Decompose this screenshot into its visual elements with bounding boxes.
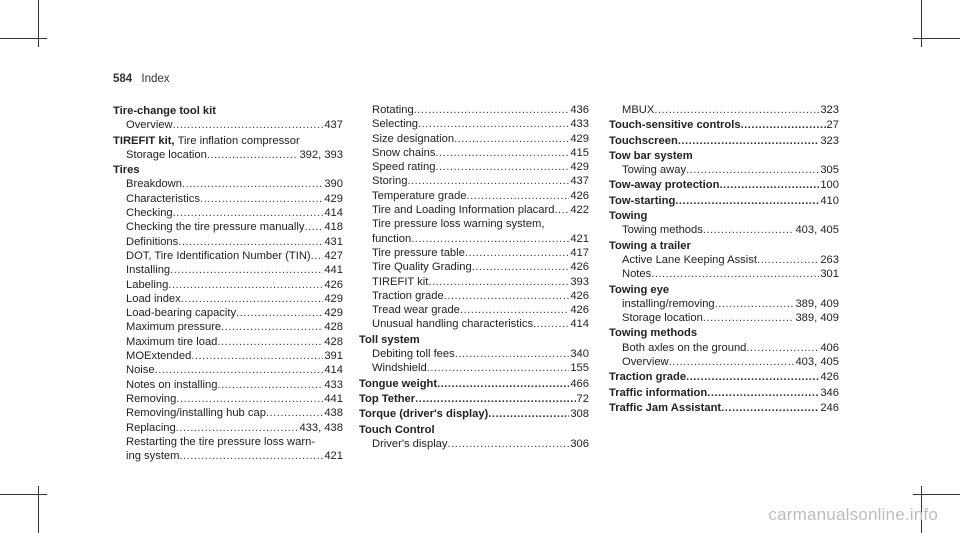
crop-mark: [0, 38, 47, 39]
index-heading-entry[interactable]: [609, 370, 839, 384]
index-heading: Towing eye: [609, 283, 670, 296]
page-reference[interactable]: 301: [820, 268, 839, 281]
entry-label: Both axles on the ground: [622, 341, 747, 354]
entry-label: Checking: [126, 207, 173, 220]
page-reference[interactable]: 393: [570, 275, 589, 288]
index-subentry[interactable]: [113, 449, 343, 463]
page-reference[interactable]: 323: [820, 104, 839, 116]
leader-dots: [465, 246, 569, 260]
index-subentry[interactable]: [609, 253, 839, 267]
leader-dots: [191, 349, 323, 363]
leader-dots: [170, 263, 323, 277]
index-heading: Touch Control: [359, 423, 435, 436]
index-entry-continued: Tire pressure loss warning system,: [372, 218, 545, 231]
index-heading: Tow bar system: [609, 149, 693, 162]
leader-dots: [168, 278, 323, 292]
entry-label: Removing/installing hub cap: [126, 407, 266, 420]
page-reference[interactable]: 305: [820, 164, 839, 177]
leader-dots: [173, 118, 324, 132]
page-reference[interactable]: 306: [570, 437, 589, 450]
leader-dots: [155, 363, 324, 377]
leader-dots: [179, 449, 323, 463]
entry-label: Selecting: [372, 118, 419, 131]
page-reference[interactable]: 429: [324, 292, 343, 305]
leader-dots: [176, 392, 323, 406]
entry-label: Maximum tire load: [126, 335, 218, 348]
index-subentry[interactable]: [113, 378, 343, 392]
entry-label: installing/removing: [622, 297, 715, 310]
leader-dots: [651, 267, 819, 281]
entry-label: DOT, Tire Identification Number (TIN): [126, 249, 311, 262]
index-heading: Towing a trailer: [609, 239, 691, 252]
leader-dots: [415, 392, 575, 406]
page-reference[interactable]: 421: [570, 232, 589, 245]
index-entry-continued: Restarting the tire pressure loss warn-: [126, 435, 316, 448]
leader-dots: [437, 377, 569, 391]
page-reference[interactable]: 429: [324, 192, 343, 205]
index-subentry[interactable]: [113, 235, 343, 249]
leader-dots: [675, 194, 819, 208]
index-heading-entry[interactable]: [359, 392, 589, 406]
leader-dots: [173, 206, 324, 220]
index-heading-entry[interactable]: [609, 178, 839, 192]
index-subentry[interactable]: [609, 311, 839, 325]
index-heading-entry[interactable]: [609, 386, 839, 400]
entry-label: Notes: [622, 268, 652, 281]
page-reference[interactable]: 246: [820, 401, 839, 414]
index-subentry[interactable]: [359, 437, 589, 451]
leader-dots: [472, 260, 570, 274]
page-reference[interactable]: 426: [820, 371, 839, 384]
index-subentry[interactable]: [359, 232, 589, 246]
entry-label: Load-bearing capacity: [126, 307, 237, 320]
entry-label: Top Tether: [359, 392, 416, 405]
leader-dots: [414, 103, 570, 117]
entry-label: Definitions: [126, 235, 179, 248]
page-reference[interactable]: 417: [570, 246, 589, 259]
entry-label: Overview: [622, 356, 669, 369]
entry-label: Touch-sensitive controls: [609, 119, 741, 132]
index-subentry[interactable]: [113, 292, 343, 306]
entry-label: Storage location: [126, 148, 207, 161]
page-reference[interactable]: 426: [570, 289, 589, 302]
entry-label: Tread wear grade: [372, 304, 460, 317]
leader-dots: [411, 232, 569, 246]
entry-label: Checking the tire pressure manually: [126, 221, 305, 234]
index-subentry[interactable]: [359, 260, 589, 274]
leader-dots: [418, 117, 569, 131]
index-subentry[interactable]: [609, 297, 839, 311]
leader-dots: [455, 347, 570, 361]
index-subentry[interactable]: [359, 160, 589, 174]
page-reference[interactable]: 414: [324, 364, 343, 377]
entry-label: Rotating: [372, 104, 414, 116]
leader-dots: [304, 220, 323, 234]
index-subentry[interactable]: [359, 303, 589, 317]
index-subentry[interactable]: [113, 421, 343, 435]
entry-label: Overview: [126, 119, 173, 132]
index-heading: Tire-change tool kit: [113, 105, 216, 117]
entry-label: Tire pressure table: [372, 246, 465, 259]
leader-dots: [448, 437, 570, 451]
page-reference[interactable]: 415: [570, 146, 589, 159]
page-reference[interactable]: 72: [576, 392, 589, 405]
leader-dots: [217, 335, 323, 349]
page-reference[interactable]: 346: [820, 386, 839, 399]
leader-dots: [741, 118, 826, 132]
entry-label: Speed rating: [372, 161, 436, 174]
page-reference[interactable]: 427: [324, 249, 343, 262]
index-subentry[interactable]: [113, 335, 343, 349]
entry-label: Tire Quality Grading: [372, 261, 472, 274]
page-reference[interactable]: 433, 438: [299, 421, 343, 434]
page-header: [113, 73, 170, 85]
index-subentry[interactable]: [113, 118, 343, 132]
entry-label: Debiting toll fees: [372, 348, 455, 361]
page-reference[interactable]: 421: [324, 450, 343, 463]
index-subentry[interactable]: [359, 246, 589, 260]
page-reference[interactable]: 428: [324, 321, 343, 334]
page-reference[interactable]: 438: [324, 407, 343, 420]
page-reference[interactable]: 403, 405: [795, 356, 839, 369]
page-reference[interactable]: 263: [820, 253, 839, 266]
index-heading-reference: Tire inflation compressor: [177, 134, 300, 147]
index-heading-entry[interactable]: [359, 407, 589, 421]
leader-dots: [221, 320, 323, 334]
leader-dots: [182, 177, 323, 191]
page-reference[interactable]: 441: [324, 264, 343, 277]
index-subentry[interactable]: [113, 192, 343, 206]
page-reference[interactable]: 390: [324, 178, 343, 191]
entry-label: Storage location: [622, 312, 703, 325]
entry-label: Traction grade: [372, 289, 444, 302]
leader-dots: [686, 370, 819, 384]
index-subentry[interactable]: [609, 163, 839, 177]
entry-label: Tow-starting: [609, 194, 676, 207]
entry-label: Active Lane Keeping Assist: [622, 253, 757, 266]
page-reference[interactable]: 437: [324, 119, 343, 132]
entry-label: Tongue weight: [359, 377, 438, 390]
leader-dots: [266, 406, 323, 420]
page-reference[interactable]: 323: [820, 134, 839, 147]
page-reference[interactable]: 406: [820, 341, 839, 354]
leader-dots: [178, 235, 323, 249]
index-subentry[interactable]: [359, 361, 589, 375]
index-subentry[interactable]: [609, 341, 839, 355]
leader-dots: [669, 355, 795, 369]
entry-label: Size designation: [372, 132, 455, 145]
leader-dots: [554, 203, 569, 217]
entry-label: Labeling: [126, 278, 169, 291]
index-heading-entry[interactable]: [609, 194, 839, 208]
index-subentry[interactable]: [609, 355, 839, 369]
index-subentry[interactable]: [113, 177, 343, 191]
index-heading: [113, 134, 343, 148]
entry-label: Traffic Jam Assistant: [609, 401, 722, 414]
leader-dots: [454, 132, 569, 146]
leader-dots: [678, 134, 820, 148]
page-section-title: Index: [141, 73, 170, 85]
page-reference[interactable]: 100: [820, 179, 839, 192]
page-reference[interactable]: 391: [324, 350, 343, 363]
index-subentry[interactable]: [113, 320, 343, 334]
page-reference[interactable]: 437: [570, 175, 589, 188]
leader-dots: [719, 178, 819, 192]
index-subentry[interactable]: [609, 267, 839, 281]
leader-dots: [721, 401, 819, 415]
entry-label: Breakdown: [126, 178, 182, 191]
index-subentry[interactable]: [359, 146, 589, 160]
leader-dots: [757, 253, 819, 267]
leader-dots: [207, 148, 299, 162]
entry-label: Temperature grade: [372, 189, 467, 202]
page-reference[interactable]: 414: [570, 318, 589, 331]
index-heading: Toll system: [359, 333, 420, 346]
entry-label: function: [372, 232, 412, 245]
entry-label: Driver's display: [372, 437, 448, 450]
entry-label: Windshield: [372, 362, 427, 375]
index-heading-entry[interactable]: [609, 401, 839, 415]
index-subentry[interactable]: [113, 363, 343, 377]
page-reference[interactable]: 155: [570, 362, 589, 375]
index-heading: Towing methods: [609, 327, 698, 340]
entry-label: Installing: [126, 264, 171, 277]
entry-label: Storing: [372, 175, 408, 188]
index-subentry[interactable]: [359, 317, 589, 331]
page-reference[interactable]: 426: [570, 261, 589, 274]
leader-dots: [686, 163, 819, 177]
leader-dots: [444, 289, 570, 303]
leader-dots: [460, 303, 569, 317]
index-subentry[interactable]: [359, 189, 589, 203]
leader-dots: [311, 249, 324, 263]
leader-dots: [435, 146, 569, 160]
index-subentry[interactable]: [359, 275, 589, 289]
index-subentry[interactable]: [113, 406, 343, 420]
leader-dots: [703, 311, 795, 325]
index-heading: Tires: [113, 164, 140, 177]
page-reference[interactable]: 431: [324, 235, 343, 248]
index-subentry[interactable]: [359, 203, 589, 217]
page-reference[interactable]: 403, 405: [795, 224, 839, 237]
entry-label: Noise: [126, 364, 155, 377]
leader-dots: [407, 174, 569, 188]
leader-dots: [427, 361, 570, 375]
entry-label: Unusual handling characteristics: [372, 318, 534, 331]
index-subentry[interactable]: [113, 206, 343, 220]
leader-dots: [715, 297, 795, 311]
entry-label: Traction grade: [609, 371, 687, 384]
crop-mark: [921, 0, 922, 47]
index-subentry[interactable]: [359, 289, 589, 303]
page-reference[interactable]: 426: [570, 304, 589, 317]
leader-dots: [703, 223, 795, 237]
index-subentry[interactable]: [359, 174, 589, 188]
page-number: 584: [113, 73, 133, 85]
page-reference[interactable]: 389, 409: [795, 297, 839, 310]
page-reference[interactable]: 414: [324, 207, 343, 220]
leader-dots: [488, 407, 569, 421]
entry-label: Towing methods: [622, 224, 703, 237]
index-column-1: [113, 103, 343, 463]
entry-label: ing system: [126, 450, 180, 463]
page-reference[interactable]: 436: [570, 104, 589, 116]
index-subentry[interactable]: [609, 103, 839, 117]
index-heading-entry[interactable]: [359, 377, 589, 391]
entry-label: MBUX: [622, 104, 655, 116]
index-subentry[interactable]: [359, 117, 589, 131]
page-reference[interactable]: 426: [324, 278, 343, 291]
crop-mark: [913, 38, 960, 39]
page-reference[interactable]: 429: [570, 161, 589, 174]
entry-label: Torque (driver's display): [359, 408, 489, 421]
page-reference[interactable]: 389, 409: [795, 312, 839, 325]
leader-dots: [200, 192, 323, 206]
page-reference[interactable]: 426: [570, 189, 589, 202]
index-subentry[interactable]: [113, 278, 343, 292]
page-reference[interactable]: 428: [324, 335, 343, 348]
leader-dots: [533, 317, 569, 331]
page-reference[interactable]: 429: [570, 132, 589, 145]
index-subentry[interactable]: [113, 349, 343, 363]
entry-label: MOExtended: [126, 350, 192, 363]
entry-label: Towing away: [622, 164, 687, 177]
page-reference[interactable]: 418: [324, 221, 343, 234]
page-reference[interactable]: 433: [324, 378, 343, 391]
leader-dots: [236, 306, 323, 320]
page-reference[interactable]: 340: [570, 348, 589, 361]
index-subentry[interactable]: [609, 223, 839, 237]
index-subentry[interactable]: [113, 220, 343, 234]
entry-label: Load index: [126, 292, 181, 305]
page-reference[interactable]: 308: [570, 408, 589, 421]
index-column-3: [609, 103, 839, 415]
index-subentry[interactable]: [113, 249, 343, 263]
page-reference[interactable]: 429: [324, 307, 343, 320]
page-reference[interactable]: 27: [826, 119, 839, 132]
entry-label: Traffic information: [609, 386, 708, 399]
index-subentry[interactable]: [113, 392, 343, 406]
index-subentry[interactable]: [113, 263, 343, 277]
index-subentry[interactable]: [359, 132, 589, 146]
entry-label: Tire and Loading Information placard: [372, 204, 555, 217]
page-reference[interactable]: 410: [820, 194, 839, 207]
page-reference[interactable]: 433: [570, 118, 589, 131]
index-column-2: [359, 103, 589, 451]
entry-label: Snow chains: [372, 146, 436, 159]
watermark: carmanualsonline.info: [768, 505, 938, 524]
leader-dots: [746, 341, 819, 355]
page-reference[interactable]: 466: [570, 377, 589, 390]
entry-label: Maximum pressure: [126, 321, 222, 334]
index-subentry[interactable]: [113, 306, 343, 320]
entry-label: Tow-away protection: [609, 179, 720, 192]
leader-dots: [217, 378, 323, 392]
page-reference[interactable]: 392, 393: [299, 148, 343, 161]
entry-label: Removing: [126, 392, 177, 405]
index-heading-label: TIREFIT kit,: [113, 134, 175, 147]
entry-label: Touchscreen: [609, 134, 678, 147]
index-heading-entry[interactable]: [609, 134, 839, 148]
entry-label: TIREFIT kit: [372, 275, 429, 288]
page-reference[interactable]: 441: [324, 392, 343, 405]
entry-label: Characteristics: [126, 192, 200, 205]
crop-mark: [913, 494, 960, 495]
index-heading-entry[interactable]: [609, 118, 839, 132]
page-reference[interactable]: 422: [570, 204, 589, 217]
leader-dots: [435, 160, 569, 174]
crop-mark: [38, 0, 39, 47]
leader-dots: [176, 421, 299, 435]
index-heading: Towing: [609, 210, 648, 223]
crop-mark: [0, 494, 47, 495]
entry-label: Replacing: [126, 421, 176, 434]
index-subentry[interactable]: [359, 103, 589, 117]
leader-dots: [181, 292, 324, 306]
leader-dots: [707, 386, 819, 400]
leader-dots: [467, 189, 570, 203]
entry-label: Notes on installing: [126, 378, 218, 391]
index-subentry[interactable]: [359, 347, 589, 361]
leader-dots: [428, 275, 569, 289]
index-subentry[interactable]: [113, 148, 343, 162]
leader-dots: [654, 103, 819, 117]
